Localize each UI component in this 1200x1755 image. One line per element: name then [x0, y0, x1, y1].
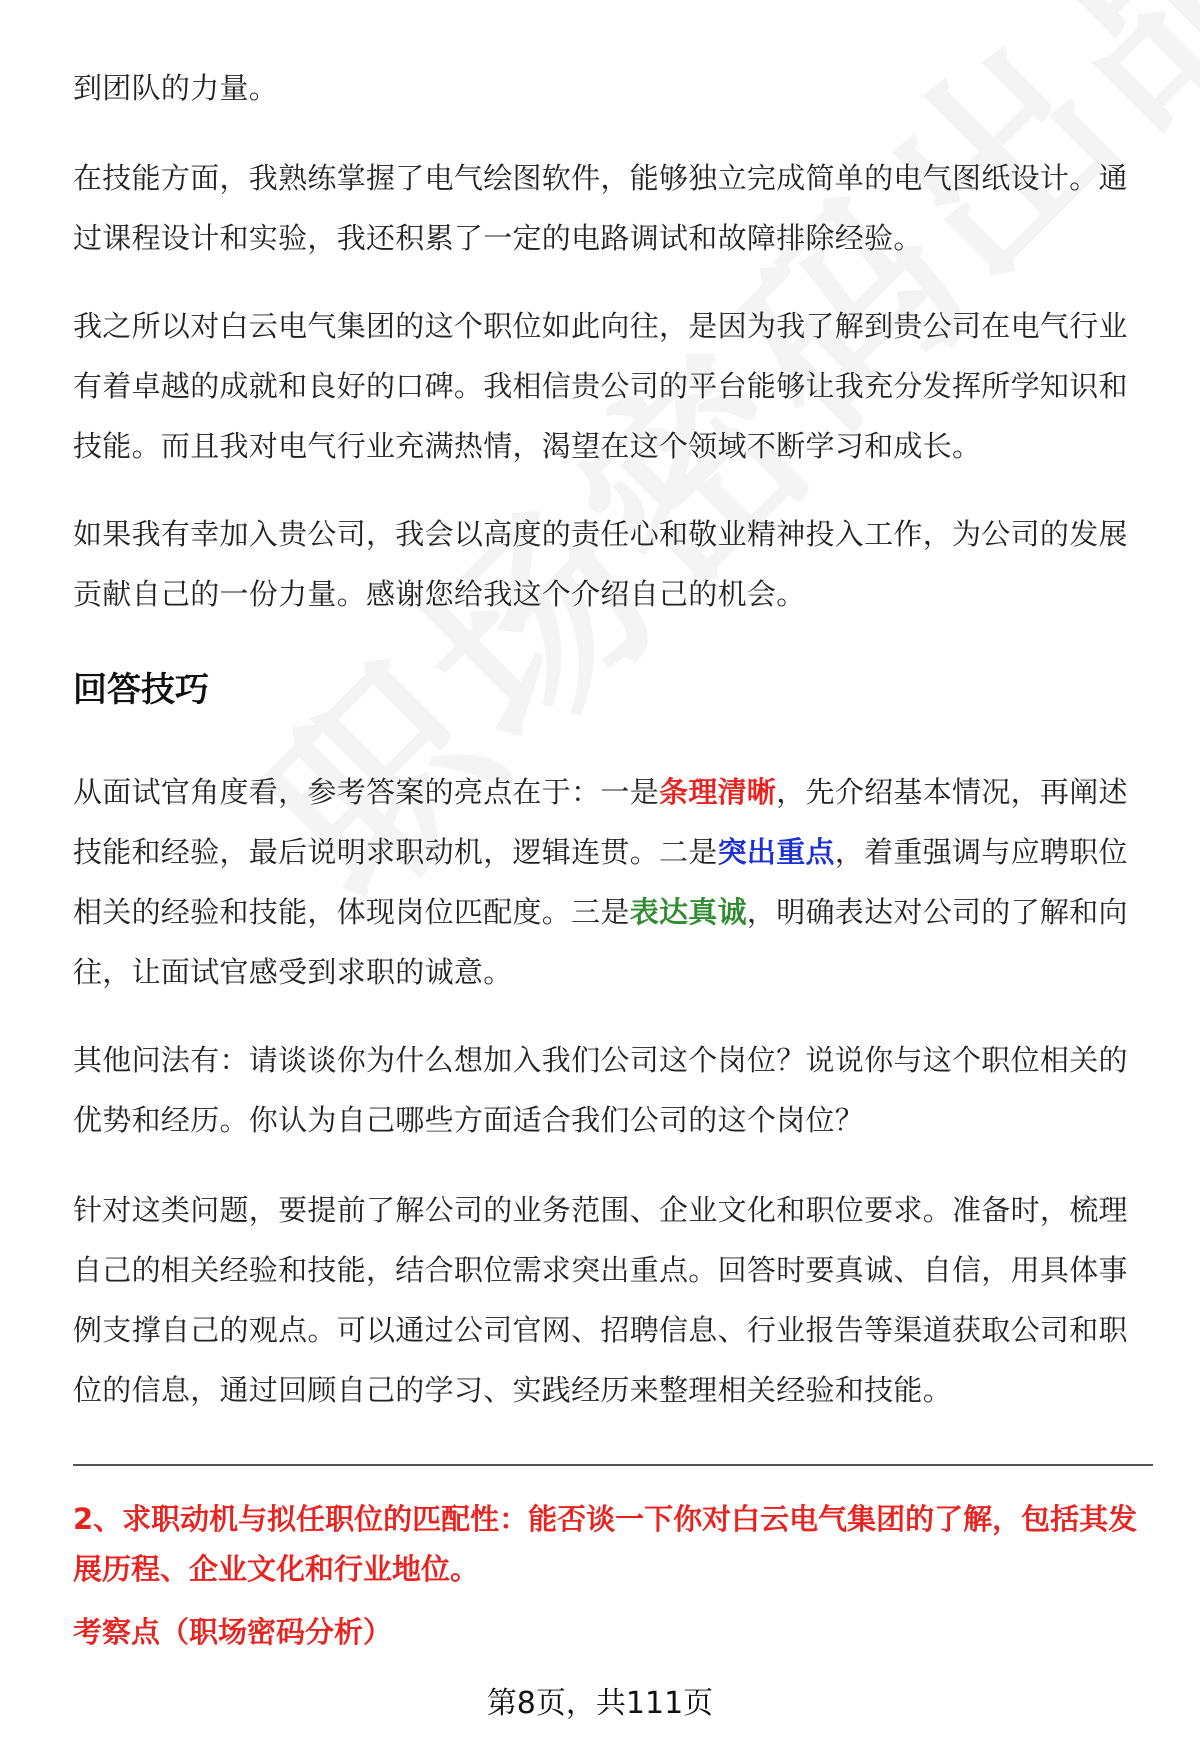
question-subheading: 考察点（职场密码分析） — [73, 1615, 393, 1649]
section-heading-answer-tips: 回答技巧 — [73, 670, 209, 710]
paragraph-motivation: 我之所以对白云电气集团的这个职位如此向往，是因为我了解到贵公司在电气行业有着卓越的成就和良好的口碑。我相信贵公司的平台能够让我充分发挥所学知识和技能。而且我对电气行业充满热情，渴望在这个领域不断学习和成长。 — [73, 309, 1128, 463]
text-segment: ，着重强调与应聘职位相关的经验和技能，体现岗位匹配度。三是 — [73, 835, 1128, 929]
page-number: 第8页，共111页 — [486, 1686, 714, 1721]
paragraph-closing: 如果我有幸加入贵公司，我会以高度的责任心和敬业精神投入工作，为公司的发展贡献自己的一份力量。感谢您给我这个介绍自己的机会。 — [73, 517, 1128, 611]
paragraph-highlights — [73, 762, 1153, 1002]
paragraph-intro-end: 到团队的力量。 — [73, 71, 279, 105]
highlight-clear-structure: 条理清晰 — [659, 775, 777, 809]
highlight-sincere-expression: 表达真诚 — [629, 895, 747, 929]
paragraph-preparation-advice: 针对这类问题，要提前了解公司的业务范围、企业文化和职位要求。准备时，梳理自己的相关经验和技能，结合职位需求突出重点。回答时要真诚、自信，用具体事例支撑自己的观点。可以通过公司官网、招聘信息、行业报告等渠道获取公司和职位的信息，通过回顾自己的学习、实践经历来整理相关经验和技能。 — [73, 1193, 1128, 1407]
question-title: 2、求职动机与拟任职位的匹配性：能否谈一下你对白云电气集团的了解，包括其发展历程、企业文化和行业地位。 — [73, 1502, 1138, 1586]
text-segment: ，明确表达对公司的了解和向往，让面试官感受到求职的诚意。 — [73, 895, 1128, 989]
text-segment: 从面试官角度看，参考答案的亮点在于：一是 — [73, 775, 660, 809]
section-divider — [73, 1464, 1153, 1466]
highlight-key-points: 突出重点 — [717, 835, 835, 869]
paragraph-skills: 在技能方面，我熟练掌握了电气绘图软件，能够独立完成简单的电气图纸设计。通过课程设计和实验，我还积累了一定的电路调试和故障排除经验。 — [73, 161, 1128, 255]
text-segment: ，先介绍基本情况，再阐述技能和经验，最后说明求职动机，逻辑连贯。二是 — [73, 775, 1128, 869]
paragraph-alternative-questions: 其他问法有：请谈谈你为什么想加入我们公司这个岗位？说说你与这个职位相关的优势和经历。你认为自己哪些方面适合我们公司的这个岗位？ — [73, 1043, 1128, 1137]
